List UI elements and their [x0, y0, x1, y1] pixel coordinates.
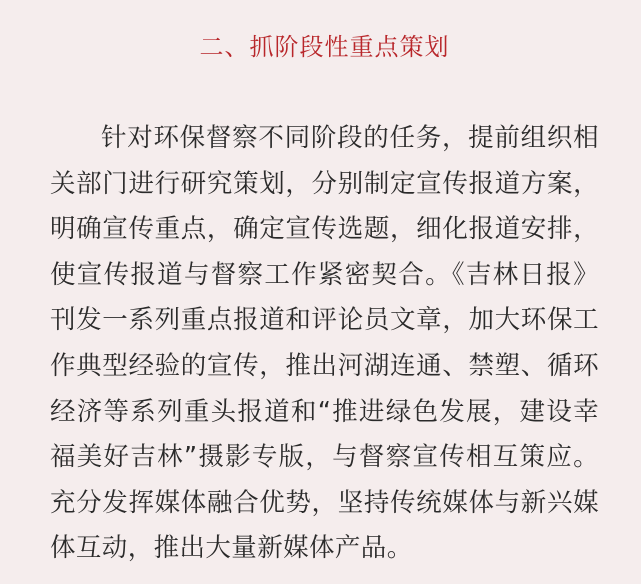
body-paragraph: 针对环保督察不同阶段的任务，提前组织相关部门进行研究策划，分别制定宣传报道方案，明确宣传重点，确定宣传选题，细化报道安排，使宣传报道与督察工作紧密契合。《吉林日报》刊发一系列重点报道和评论员文章，加大环保工作典型经验的宣传，推出河湖连通、禁塑、循环经济等系列重头报道和“推进绿色发展，建设幸福美好吉林”摄影专版，与督察宣传相互策应。充分发挥媒体融合优势，坚持传统媒体与新兴媒体互动，推出大量新媒体产品。 [50, 123, 599, 564]
section-heading: 二、抓阶段性重点策划 [199, 33, 450, 61]
